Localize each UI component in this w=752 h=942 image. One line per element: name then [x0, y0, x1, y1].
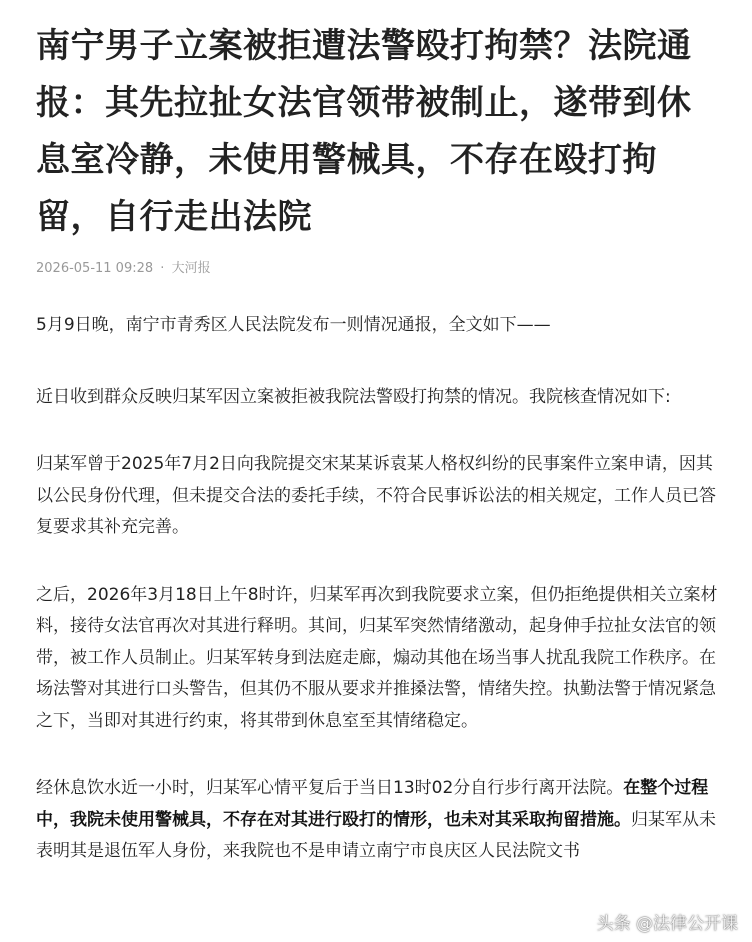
paragraph: 5月9日晚，南宁市青秀区人民法院发布一则情况通报，全文如下——	[36, 315, 551, 335]
paragraph-last	[36, 773, 720, 868]
paragraph: 近日收到群众反映归某军因立案被拒被我院法警殴打拘禁的情况。我院核查情况如下:	[36, 386, 671, 407]
meta-separator: ·	[160, 261, 165, 276]
watermark	[571, 909, 738, 934]
article	[36, 18, 720, 904]
publish-date: 2026-05-11 09:28	[36, 261, 154, 276]
article-title: 南宁男子立案被拒遭法警殴打拘禁？法院通报：其先拉扯女法官领带被制止，遂带到休息室冷静，未使用警械具，不存在殴打拘留，自行走出法院	[36, 26, 692, 237]
source-name: 大河报	[171, 261, 211, 276]
paragraph: 之后，2026年3月18日上午8时许，归某军再次到我院要求立案，但仍拒绝提供相关立案材料，接待女法官再次对其进行释明。其间，归某军突然情绪激动，起身伸手拉扯女法官的领带，被工作人员制止。归某军转身到法庭走廊，煽动其他在场当事人扰乱我院工作秩序。在场法警对其进行口头警告，但其仍不服从要求并推搡法警，情绪失控。执勤法警于情况紧急之下，当即对其进行约束，将其带到休息室至其情绪稳定。	[36, 584, 718, 731]
article-body	[36, 310, 720, 868]
paragraph: 归某军曾于2025年7月2日向我院提交宋某某诉袁某人格权纠纷的民事案件立案申请，因其以公民身份代理，但未提交合法的委托手续，不符合民事诉讼法的相关规定，工作人员已答复要求其补充完善。	[36, 454, 716, 537]
article-meta	[36, 260, 720, 278]
paragraph-emphasis: 在整个过程中，我院未使用警械具，不存在对其进行殴打的情形，也未对其采取拘留措施。	[36, 778, 709, 830]
paragraph-tail: 归某军从未表明其是退伍军人身份，来我院也不是申请立南宁市良庆区人民法院文书	[36, 809, 716, 861]
watermark-text: 头条 @法律公开课	[596, 914, 738, 934]
paragraph-intro: 经休息饮水近一小时，归某军心情平复后于当日13时02分自行步行离开法院。	[36, 778, 624, 798]
toutiao-logo-icon	[571, 912, 591, 932]
